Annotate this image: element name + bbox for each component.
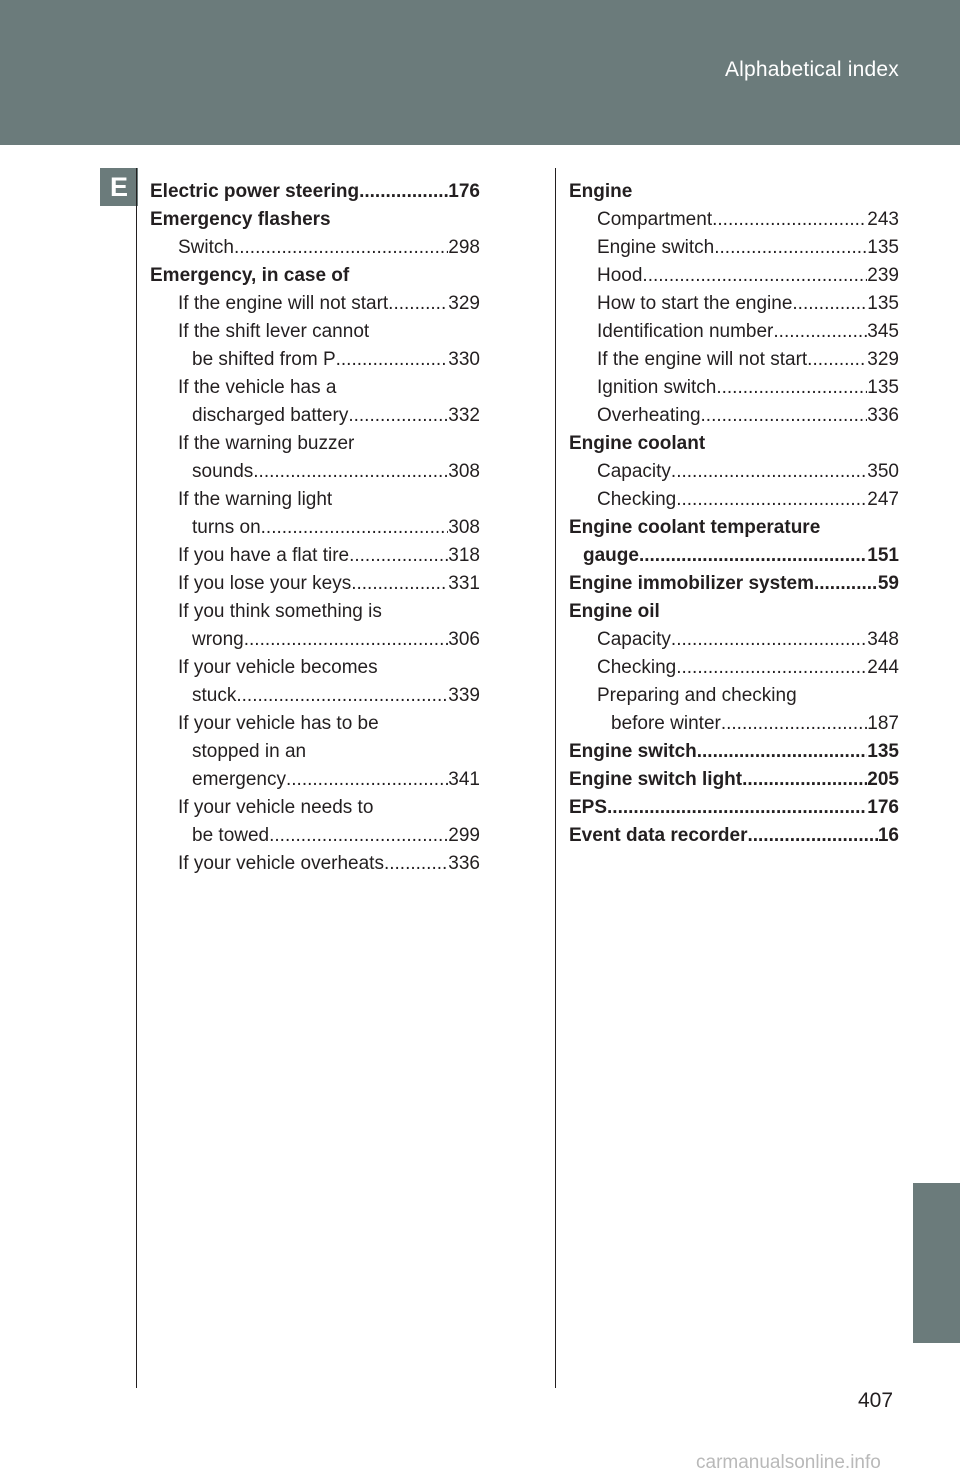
index-entry-leader (721, 710, 867, 738)
index-entry (569, 346, 899, 374)
index-entry-label: Capacity (597, 629, 671, 650)
index-entry-label: If you lose your keys (178, 573, 352, 594)
index-entry-label: Engine immobilizer system (569, 573, 814, 594)
index-entry-label: Electric power steering (150, 181, 360, 202)
page-number: 407 (858, 1389, 894, 1412)
index-entry-label: Checking (597, 657, 677, 678)
index-entry (150, 598, 480, 626)
index-entry (569, 738, 899, 766)
index-entry (569, 598, 899, 626)
index-entry-page[interactable]: 331 (448, 573, 480, 594)
index-entry-page[interactable]: 298 (448, 237, 480, 258)
index-entry-page[interactable]: 339 (448, 685, 480, 706)
index-entry-leader (349, 542, 448, 570)
index-entry-page[interactable]: 247 (867, 489, 899, 510)
index-entry-label: be towed (192, 825, 270, 846)
index-entry (150, 542, 480, 570)
index-entry (569, 710, 899, 738)
index-entry-page[interactable]: 330 (448, 349, 480, 370)
index-entry (150, 290, 480, 318)
index-entry-leader (807, 346, 867, 374)
index-entry-leader (286, 766, 448, 794)
index-entry-page[interactable]: 345 (867, 321, 899, 342)
index-entry (150, 206, 480, 234)
index-entry-label: If the engine will not start (178, 293, 389, 314)
index-entry-leader (384, 850, 448, 878)
index-entry-page[interactable]: 336 (448, 853, 480, 874)
index-entry-leader (236, 682, 448, 710)
index-entry-label: Capacity (597, 461, 671, 482)
index-entry-label: Engine coolant (569, 433, 706, 454)
index-entry-page[interactable]: 306 (448, 629, 480, 650)
index-entry-page[interactable]: 336 (867, 405, 899, 426)
index-entry (569, 514, 899, 542)
index-entry-page[interactable]: 243 (867, 209, 899, 230)
index-entry-label: Overheating (597, 405, 701, 426)
index-entry-label: Switch (178, 237, 234, 258)
index-entry-page[interactable]: 350 (867, 461, 899, 482)
left-column-rule (136, 168, 137, 1388)
index-entry (150, 514, 480, 542)
index-entry (569, 206, 899, 234)
index-entry-label: Preparing and checking (597, 685, 797, 706)
index-entry-leader (714, 234, 867, 262)
index-entry (569, 234, 899, 262)
index-entry-page[interactable]: 16 (877, 825, 899, 846)
index-entry-leader (701, 402, 868, 430)
index-entry-label: If your vehicle becomes (178, 657, 378, 678)
page-header (0, 0, 960, 145)
index-entry-page[interactable]: 308 (448, 517, 480, 538)
index-entry-leader (348, 402, 448, 430)
middle-column-rule (555, 168, 556, 1388)
index-entry-leader (676, 486, 867, 514)
index-entry (569, 374, 899, 402)
index-entry-label: Ignition switch (597, 377, 717, 398)
index-entry-label: before winter (611, 713, 721, 734)
index-entry (569, 682, 899, 710)
index-entry-leader (712, 206, 867, 234)
watermark: carmanualsonline.info (696, 1452, 881, 1473)
index-entry (150, 570, 480, 598)
index-entry-label: emergency (192, 769, 286, 790)
section-letter: E (100, 168, 138, 206)
index-entry-label: sounds (192, 461, 254, 482)
index-entry (569, 290, 899, 318)
index-entry-label: If your vehicle overheats (178, 853, 384, 874)
index-column-left (150, 178, 480, 878)
index-entry-label: Engine switch (569, 741, 697, 762)
index-entry-leader (676, 654, 867, 682)
index-entry (150, 178, 480, 206)
index-entry-leader (642, 262, 867, 290)
index-entry-label: Hood (597, 265, 643, 286)
index-entry-page[interactable]: 187 (867, 713, 899, 734)
index-entry (150, 234, 480, 262)
index-entry-label: If the warning buzzer (178, 433, 355, 454)
index-entry-label: Event data recorder (569, 825, 748, 846)
index-entry-page[interactable]: 329 (867, 349, 899, 370)
index-entry-page[interactable]: 318 (448, 545, 480, 566)
index-entry-leader (261, 514, 449, 542)
index-entry-label: Engine coolant temperature (569, 517, 821, 538)
index-entry-leader (351, 570, 448, 598)
index-entry (569, 402, 899, 430)
index-entry-leader (716, 374, 867, 402)
index-entry (150, 346, 480, 374)
index-entry-leader (747, 822, 877, 850)
index-entry (150, 850, 480, 878)
index-entry-page[interactable]: 135 (867, 377, 899, 398)
index-entry-label: wrong (192, 629, 244, 650)
index-entry-page[interactable]: 135 (867, 237, 899, 258)
index-entry-label: If you have a flat tire (178, 545, 350, 566)
index-entry-leader (336, 346, 449, 374)
index-entry (569, 794, 899, 822)
index-entry-label: Engine switch light (569, 769, 743, 790)
index-entry (150, 766, 480, 794)
index-entry (150, 486, 480, 514)
index-entry-leader (792, 290, 867, 318)
index-entry-label: If the vehicle has a (178, 377, 337, 398)
index-entry-page[interactable]: 332 (448, 405, 480, 426)
index-entry (150, 682, 480, 710)
index-entry-leader (607, 794, 867, 822)
index-entry (569, 178, 899, 206)
index-entry (569, 318, 899, 346)
index-entry-leader (234, 234, 448, 262)
index-entry-leader (388, 290, 448, 318)
index-entry (150, 374, 480, 402)
index-entry (150, 626, 480, 654)
index-entry-label: If the engine will not start (597, 349, 808, 370)
index-entry (569, 654, 899, 682)
index-entry (150, 654, 480, 682)
index-entry-label: stuck (192, 685, 237, 706)
index-entry-page[interactable]: 239 (867, 265, 899, 286)
index-entry-leader (359, 178, 448, 206)
index-entry (569, 262, 899, 290)
index-entry-label: Identification number (597, 321, 774, 342)
index-entry-label: If the warning light (178, 489, 333, 510)
index-entry-leader (697, 738, 868, 766)
index-entry-leader (671, 626, 867, 654)
index-entry-label: Compartment (597, 209, 713, 230)
index-entry-leader (773, 318, 867, 346)
index-entry-label: If you think something is (178, 601, 382, 622)
index-entry-page[interactable]: 341 (448, 769, 480, 790)
index-entry (150, 822, 480, 850)
index-entry-leader (671, 458, 867, 486)
index-entry-label: discharged battery (192, 405, 349, 426)
index-entry-label: Engine oil (569, 601, 660, 622)
index-entry-page[interactable]: 59 (877, 573, 899, 594)
index-entry-label: Engine switch (597, 237, 715, 258)
index-entry-label: EPS (569, 797, 608, 818)
index-entry (150, 738, 480, 766)
index-entry (569, 626, 899, 654)
index-entry-label: Emergency flashers (150, 209, 331, 230)
index-entry (150, 402, 480, 430)
index-entry-page[interactable]: 151 (867, 545, 899, 566)
index-entry-label: stopped in an (192, 741, 307, 762)
index-entry-label: Emergency, in case of (150, 265, 350, 286)
index-entry (569, 430, 899, 458)
index-entry-label: gauge (583, 545, 639, 566)
index-column-right (569, 178, 899, 850)
index-entry (569, 486, 899, 514)
index-entry-label: If your vehicle needs to (178, 797, 374, 818)
thumb-index-tab (913, 1183, 960, 1343)
index-entry-label: turns on (192, 517, 261, 538)
index-entry (150, 710, 480, 738)
index-entry-page[interactable]: 299 (448, 825, 480, 846)
index-entry-leader (244, 626, 449, 654)
index-entry-leader (814, 570, 878, 598)
index-entry (150, 458, 480, 486)
index-entry-label: If the shift lever cannot (178, 321, 370, 342)
index-entry-page[interactable]: 205 (867, 769, 899, 790)
header-title: Alphabetical index (724, 58, 899, 81)
index-entry (150, 262, 480, 290)
index-entry-label: Engine (569, 181, 633, 202)
index-entry-label: If your vehicle has to be (178, 713, 379, 734)
index-entry-page[interactable]: 308 (448, 461, 480, 482)
index-entry-page[interactable]: 135 (867, 293, 899, 314)
index-entry-page[interactable]: 176 (448, 181, 480, 202)
index-entry (569, 570, 899, 598)
index-entry (150, 794, 480, 822)
index-entry (569, 458, 899, 486)
index-entry-page[interactable]: 244 (867, 657, 899, 678)
index-entry-label: Checking (597, 489, 677, 510)
index-entry-leader (253, 458, 448, 486)
index-entry (569, 766, 899, 794)
index-entry-leader (269, 822, 448, 850)
index-entry-label: be shifted from P (192, 349, 336, 370)
index-entry (569, 822, 899, 850)
index-entry-leader (639, 542, 867, 570)
index-entry-page[interactable]: 176 (867, 797, 899, 818)
index-entry (569, 542, 899, 570)
index-entry-leader (742, 766, 867, 794)
index-entry-page[interactable]: 135 (867, 741, 899, 762)
index-entry (150, 430, 480, 458)
index-entry-label: How to start the engine (597, 293, 793, 314)
index-entry-page[interactable]: 348 (867, 629, 899, 650)
index-entry-page[interactable]: 329 (448, 293, 480, 314)
index-entry (150, 318, 480, 346)
